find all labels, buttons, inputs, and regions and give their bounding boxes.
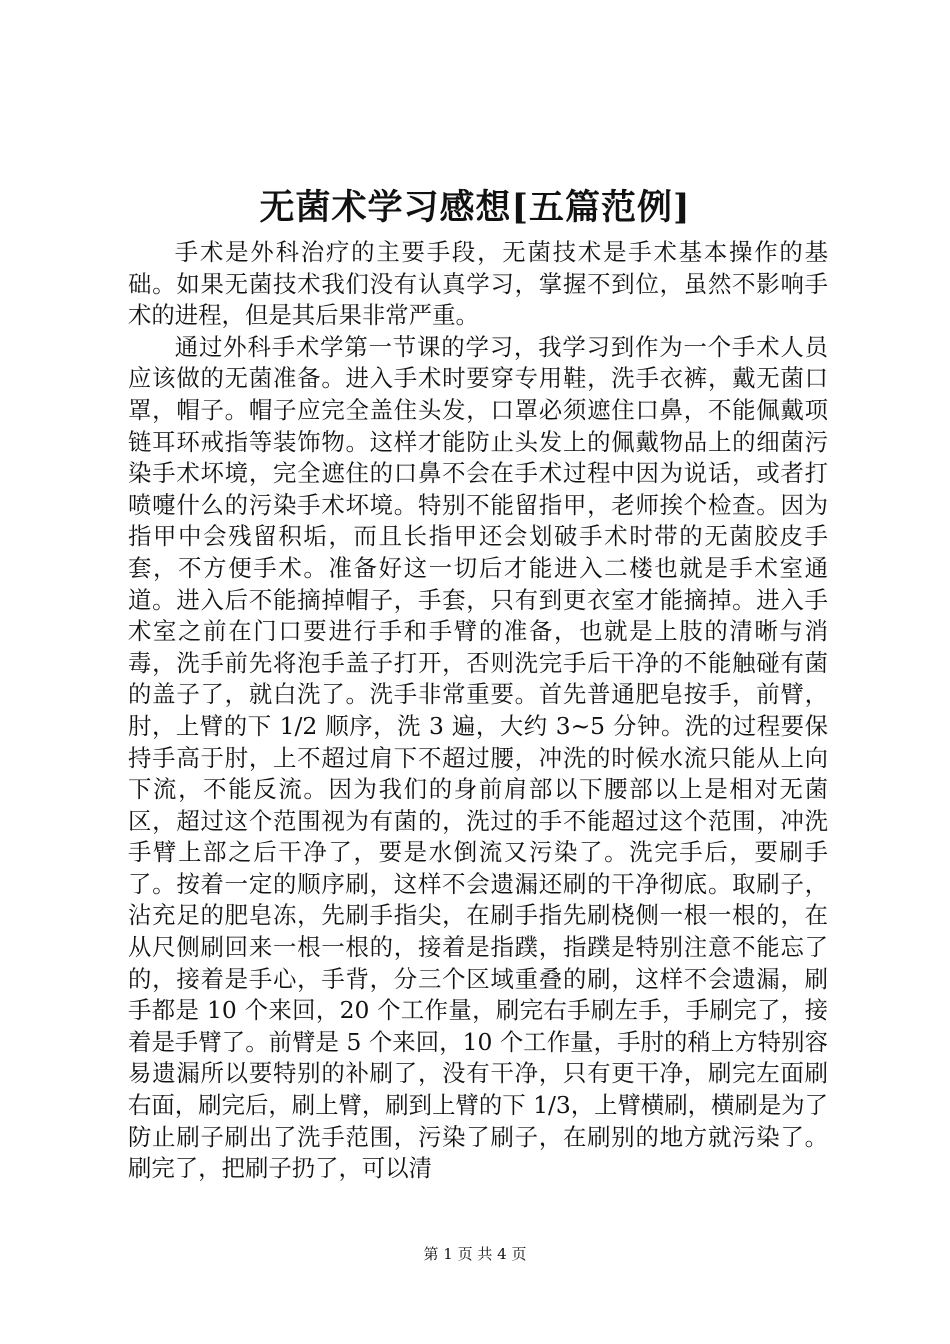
- paragraph: 通过外科手术学第一节课的学习，我学习到作为一个手术人员应该做的无菌准备。进入手术时要穿专用鞋，洗手衣裤，戴无菌口罩，帽子。帽子应完全盖住头发，口罩必须遮住口鼻，不能佩戴项链耳环戒指等装饰物。这样才能防止头发上的佩戴物品上的细菌污染手术坏境，完全遮住的口鼻不会在手术过程中因为说话，或者打喷嚏什么的污染手术坏境。特别不能留指甲，老师挨个检查。因为指甲中会残留积垢，而且长指甲还会划破手术时带的无菌胶皮手套，不方便手术。准备好这一切后才能进入二楼也就是手术室通道。进入后不能摘掉帽子，手套，只有到更衣室才能摘掉。进入手术室之前在门口要进行手和手臂的准备，也就是上肢的清晰与消毒，洗手前先将泡手盖子打开，否则洗完手后干净的不能触碰有菌的盖子了，就白洗了。洗手非常重要。首先普通肥皂按手，前臂，肘，上臂的下 1/2 顺序，洗 3 遍，大约 3~5 分钟。洗的过程要保持手高于肘，上不超过肩下不超过腰，冲洗的时候水流只能从上向下流，不能反流。因为我们的身前肩部以下腰部以上是相对无菌区，超过这个范围视为有菌的，洗过的手不能超过这个范围，冲洗手臂上部之后干净了，要是水倒流又污染了。洗完手后，要刷手了。按着一定的顺序刷，这样不会遗漏还刷的干净彻底。取刷子，沾充足的肥皂冻，先刷手指尖，在刷手指先刷桡侧一根一根的，在从尺侧刷回来一根一根的，接着是指蹼，指蹼是特别注意不能忘了的，接着是手心，手背，分三个区域重叠的刷，这样不会遗漏，刷手都是 10 个来回，20 个工作量，刷完右手刷左手，手刷完了，接着是手臂了。前臂是 5 个来回，10 个工作量，手肘的稍上方特别容易遗漏所以要特别的补刷了，没有干净，只有更干净，刷完左面刷右面，刷完后，刷上臂，刷到上臂的下 1/3，上臂横刷，横刷是为了防止刷子刷出了洗手范围，污染了刷子，在刷别的地方就污染了。刷完了，把刷子扔了，可以清: [128, 332, 829, 1183]
- document-body: [128, 237, 828, 1185]
- page-footer: 第 1 页 共 4 页: [423, 1245, 527, 1263]
- document-title: 无菌术学习感想[五篇范例]: [259, 187, 691, 228]
- paragraph: 手术是外科治疗的主要手段，无菌技术是手术基本操作的基础。如果无菌技术我们没有认真学习，掌握不到位，虽然不影响手术的进程，但是其后果非常严重。: [128, 238, 828, 330]
